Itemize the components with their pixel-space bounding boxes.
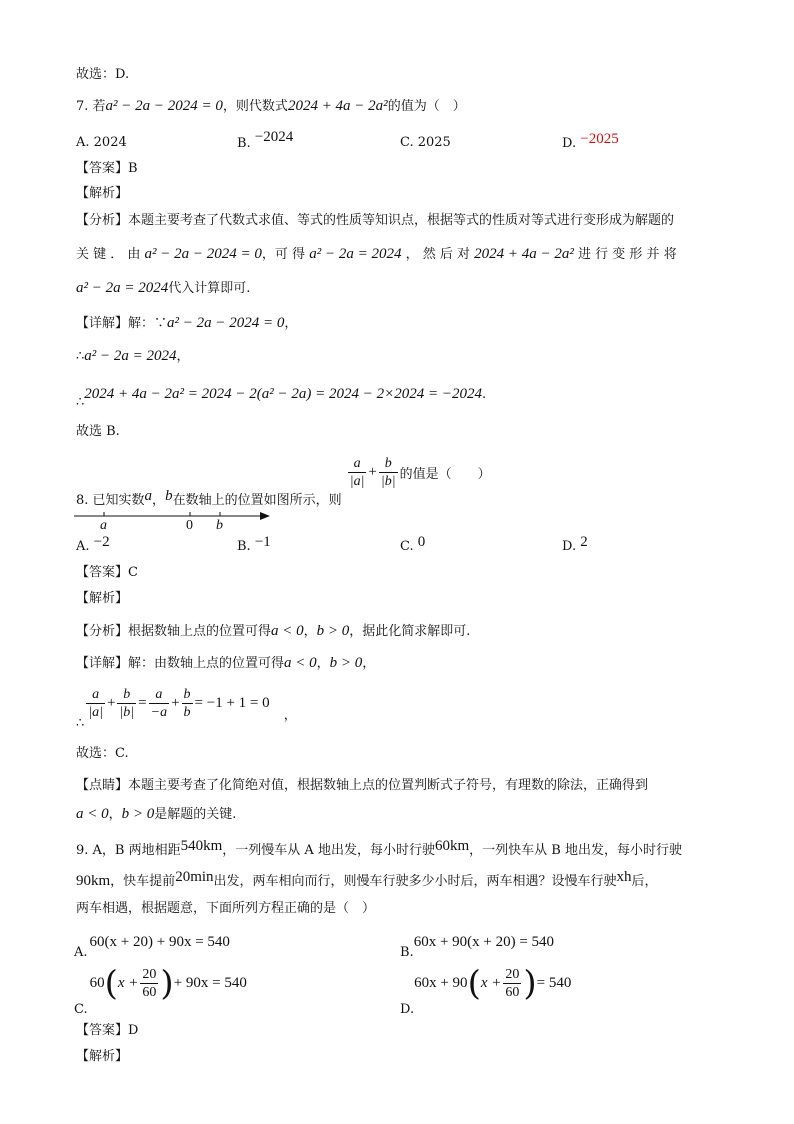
math: b (165, 488, 173, 504)
text: 8. 已知实数 (76, 493, 145, 508)
q8-stem (76, 455, 491, 508)
num: 20 (505, 967, 520, 982)
math: a (144, 488, 153, 504)
math: a < 0 (76, 806, 109, 822)
q7-suffix: 的值为（ ） (387, 99, 466, 114)
q7-option-d (562, 131, 619, 153)
paren-close: ) (160, 963, 174, 1004)
q7-detail-line3 (76, 385, 487, 410)
slow-speed: 60km (434, 838, 470, 854)
paren-close: ) (523, 963, 537, 1004)
q7-prefix: 7. 若 (76, 99, 106, 114)
text: ， 然 后 对 (405, 247, 470, 262)
math: a < 0 (271, 623, 304, 639)
den: b (183, 705, 191, 720)
axis-label-b: b (216, 518, 223, 533)
math: a² − 2a = 2024 (84, 348, 177, 364)
q8-option-a (76, 534, 110, 556)
rest: + 90x = 540 (173, 975, 247, 991)
frac-20-60 (140, 966, 158, 1001)
q8-end: 故选：C. (76, 746, 129, 761)
den: |a| (88, 705, 103, 720)
q7-option-b (237, 129, 294, 153)
q8-calculation (76, 686, 297, 731)
therefore-symbol: ∴ (76, 349, 85, 364)
value: 2 (580, 534, 588, 550)
coef: 60x + 90 (414, 975, 468, 991)
q7-end: 故选 B. (76, 424, 120, 439)
math: a² − 2a − 2024 = 0 (144, 246, 262, 262)
q7-analysis-heading: 【解析】 (76, 186, 129, 201)
label: D. (400, 1002, 415, 1017)
var: x + (117, 975, 139, 991)
equals: = (138, 695, 147, 711)
value: −1 (254, 534, 271, 550)
den: |b| (119, 705, 135, 720)
label: B. (400, 945, 414, 960)
num: b (183, 687, 191, 702)
label: D. (562, 539, 577, 554)
q7-fenxi-line1: 【分析】本题主要考查了代数式求值、等式的性质等知识点，根据等式的性质对等式进行变形成为解题的 (76, 213, 675, 228)
value: −2 (93, 534, 110, 550)
time-ahead: 20min (175, 869, 214, 885)
rest: = 540 (536, 975, 572, 991)
frac-b-b (182, 686, 193, 721)
q7-option-a: A. 2024 (76, 135, 127, 150)
paren-open: ( (467, 963, 481, 1004)
label: C. (400, 539, 414, 554)
value: 0 (417, 534, 426, 550)
num: b (379, 455, 398, 473)
q8-analysis-heading: 【解析】 (76, 591, 129, 606)
text: 后， (631, 874, 658, 889)
math: 2024 + 4a − 2a² (474, 246, 574, 262)
plus: + (171, 695, 180, 711)
text: 关 键 ． 由 (76, 247, 141, 262)
q8-option-c (400, 534, 426, 556)
text: 进 行 变 形 并 将 (578, 247, 677, 262)
text: 在数轴上的位置如图所示，则 (172, 493, 342, 508)
q7-option-c: C. 2025 (400, 135, 451, 150)
text: 【分析】根据数轴上点的位置可得 (76, 624, 272, 639)
text: 【详解】解：∵ (76, 316, 168, 331)
q7-answer: 【答案】B (76, 161, 138, 176)
q7-fenxi-line3 (76, 279, 250, 298)
den: −a (150, 705, 168, 720)
q8-option-d (562, 534, 588, 556)
text: 代入计算即可. (168, 281, 251, 296)
text: ， (316, 656, 330, 671)
distance: 540km (180, 838, 223, 854)
q8-fenxi (76, 622, 470, 641)
text: ， (303, 624, 317, 639)
math: b > 0 (316, 623, 350, 639)
fast-speed: 90km (76, 873, 111, 889)
text: ，一列慢车从 A 地出发，每小时行驶 (222, 843, 435, 858)
den: 60 (505, 985, 520, 1000)
den: 60 (142, 985, 157, 1000)
result: = −1 + 1 = 0 (194, 695, 270, 711)
q9-option-d (400, 963, 572, 1017)
equation: 60x + 90(x + 20) = 540 (413, 934, 555, 950)
equation: 60(x + 20) + 90x = 540 (89, 934, 230, 950)
q7-option-d-value: −2025 (580, 131, 619, 147)
text: 9. A，B 两地相距 (76, 843, 181, 858)
q9-stem-line3: 两车相遇，根据题意，下面所列方程正确的是（ ） (76, 901, 376, 916)
text: ，可 得 (261, 247, 306, 262)
math: a < 0 (284, 655, 317, 671)
q9-option-c (74, 963, 247, 1017)
q7-detail-line2 (76, 347, 190, 366)
text: ， (176, 349, 190, 364)
q8-detail-line1 (76, 654, 375, 673)
math: a² − 2a = 2024 (76, 280, 169, 296)
therefore-symbol: ∴ (76, 716, 85, 731)
q8-answer: 【答案】C (76, 565, 138, 580)
label: A. (76, 539, 90, 554)
q7-stem (76, 97, 466, 116)
text: 【详解】解：由数轴上点的位置可得 (76, 656, 285, 671)
q7-expression: 2024 + 4a − 2a² (287, 98, 388, 114)
text: ，一列快车从 B 地出发，每小时行驶 (469, 843, 682, 858)
q9-analysis-heading: 【解析】 (76, 1049, 129, 1064)
q8-option-b (237, 534, 271, 556)
text: ， (283, 708, 297, 723)
axis-label-0: 0 (186, 518, 193, 533)
math: a² − 2a − 2024 = 0 (167, 315, 285, 331)
therefore-symbol: ∴ (76, 395, 85, 410)
q7-fenxi-line2 (76, 245, 677, 264)
frac-a-abs-a (86, 686, 105, 721)
label: A. (74, 945, 88, 960)
frac-b-abs-b (117, 686, 136, 721)
q9-option-b (400, 933, 555, 960)
axis-arrow (260, 512, 270, 520)
variable: xh (616, 869, 632, 885)
math: 2024 + 4a − 2a² = 2024 − 2(a² − 2a) = 2024 − 2×2024 = −2024 (84, 386, 482, 402)
num: a (149, 686, 169, 704)
axis-label-a: a (100, 518, 107, 533)
q7-option-b-value: −2024 (254, 129, 294, 145)
den: |a| (349, 474, 365, 489)
text: ，快车提前 (110, 874, 176, 889)
text: 是解题的关键. (154, 807, 237, 822)
text: ， (108, 807, 122, 822)
text: ， (152, 493, 166, 508)
q7-mid: ，则代数式 (222, 99, 288, 114)
q9-stem-line1 (76, 838, 682, 860)
q9-stem-line2 (76, 869, 658, 891)
plus: + (106, 695, 116, 711)
paren-open: ( (104, 963, 118, 1004)
q8-frac-a (348, 455, 367, 490)
text: . (482, 387, 487, 402)
frac-20-60 (503, 966, 521, 1001)
num: a (86, 686, 105, 704)
q9-option-a (74, 933, 230, 960)
q7-detail-line1 (76, 314, 297, 333)
text: 的值是（ ） (399, 467, 491, 482)
prev-answer-end: 故选：D. (76, 67, 130, 82)
math: a² − 2a = 2024 (309, 246, 402, 262)
q7-option-b-label: B. (237, 136, 251, 151)
text: ，据此化简求解即可. (349, 624, 471, 639)
text: 出发，两车相向而行，则慢车行驶多少小时后，两车相遇？设慢车行驶 (213, 874, 617, 889)
num: a (348, 455, 367, 473)
q8-frac-b (379, 455, 398, 490)
text: ， (284, 316, 298, 331)
q7-option-d-label: D. (562, 136, 577, 151)
den: |b| (380, 474, 396, 489)
math: b > 0 (329, 655, 363, 671)
coef: 60 (89, 975, 105, 991)
plus: + (368, 464, 377, 480)
text: ， (362, 656, 376, 671)
var: x + (480, 975, 502, 991)
q8-dianjing-line1: 【点睛】本题主要考查了化简绝对值，根据数轴上点的位置判断式子符号，有理数的除法，正确得到 (76, 778, 649, 793)
num: 20 (142, 967, 157, 982)
label: B. (237, 539, 251, 554)
math: b > 0 (121, 806, 155, 822)
q9-answer: 【答案】D (76, 1023, 139, 1038)
q8-dianjing-line2 (76, 805, 236, 824)
label: C. (74, 1002, 88, 1017)
q7-condition: a² − 2a − 2024 = 0 (105, 98, 223, 114)
num: b (117, 686, 136, 704)
frac-a-neg-a (149, 686, 169, 721)
